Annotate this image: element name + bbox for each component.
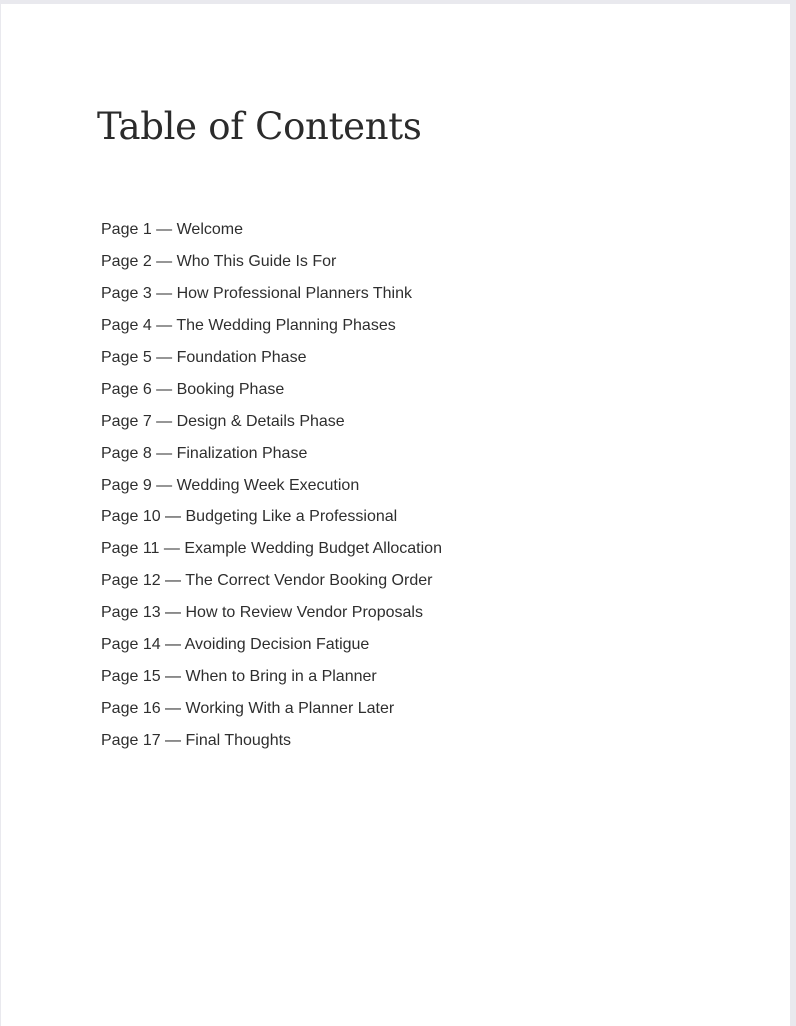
toc-entry-11: Page 11 — Example Wedding Budget Allocation bbox=[101, 540, 442, 558]
toc-entry-17: Page 17 — Final Thoughts bbox=[101, 732, 292, 749]
toc-entry-15: Page 15 — When to Bring in a Planner bbox=[101, 668, 377, 686]
toc-entry-13: Page 13 — How to Review Vendor Proposals bbox=[101, 604, 423, 622]
toc-entry-5: Page 5 — Foundation Phase bbox=[101, 348, 307, 366]
toc-entry-8: Page 8 — Finalization Phase bbox=[101, 444, 308, 462]
toc-entry-2: Page 2 — Who This Guide Is For bbox=[101, 252, 337, 270]
toc-entry-12: Page 12 — The Correct Vendor Booking Order bbox=[101, 572, 433, 590]
toc-entry-1: Page 1 — Welcome bbox=[101, 221, 243, 238]
toc-entry-4: Page 4 — The Wedding Planning Phases bbox=[101, 316, 396, 334]
toc-entry-10: Page 10 — Budgeting Like a Professional bbox=[101, 508, 398, 526]
document-page bbox=[1, 4, 790, 1026]
toc-entry-9: Page 9 — Wedding Week Execution bbox=[101, 476, 360, 494]
toc-list bbox=[101, 214, 442, 757]
toc-entry-6: Page 6 — Booking Phase bbox=[101, 380, 285, 398]
toc-entry-7: Page 7 — Design & Details Phase bbox=[101, 412, 345, 430]
toc-entry-16: Page 16 — Working With a Planner Later bbox=[101, 700, 395, 718]
toc-entry-14: Page 14 — Avoiding Decision Fatigue bbox=[101, 636, 370, 654]
toc-entry-3: Page 3 — How Professional Planners Think bbox=[101, 284, 412, 302]
page-title: Table of Contents bbox=[97, 105, 422, 148]
